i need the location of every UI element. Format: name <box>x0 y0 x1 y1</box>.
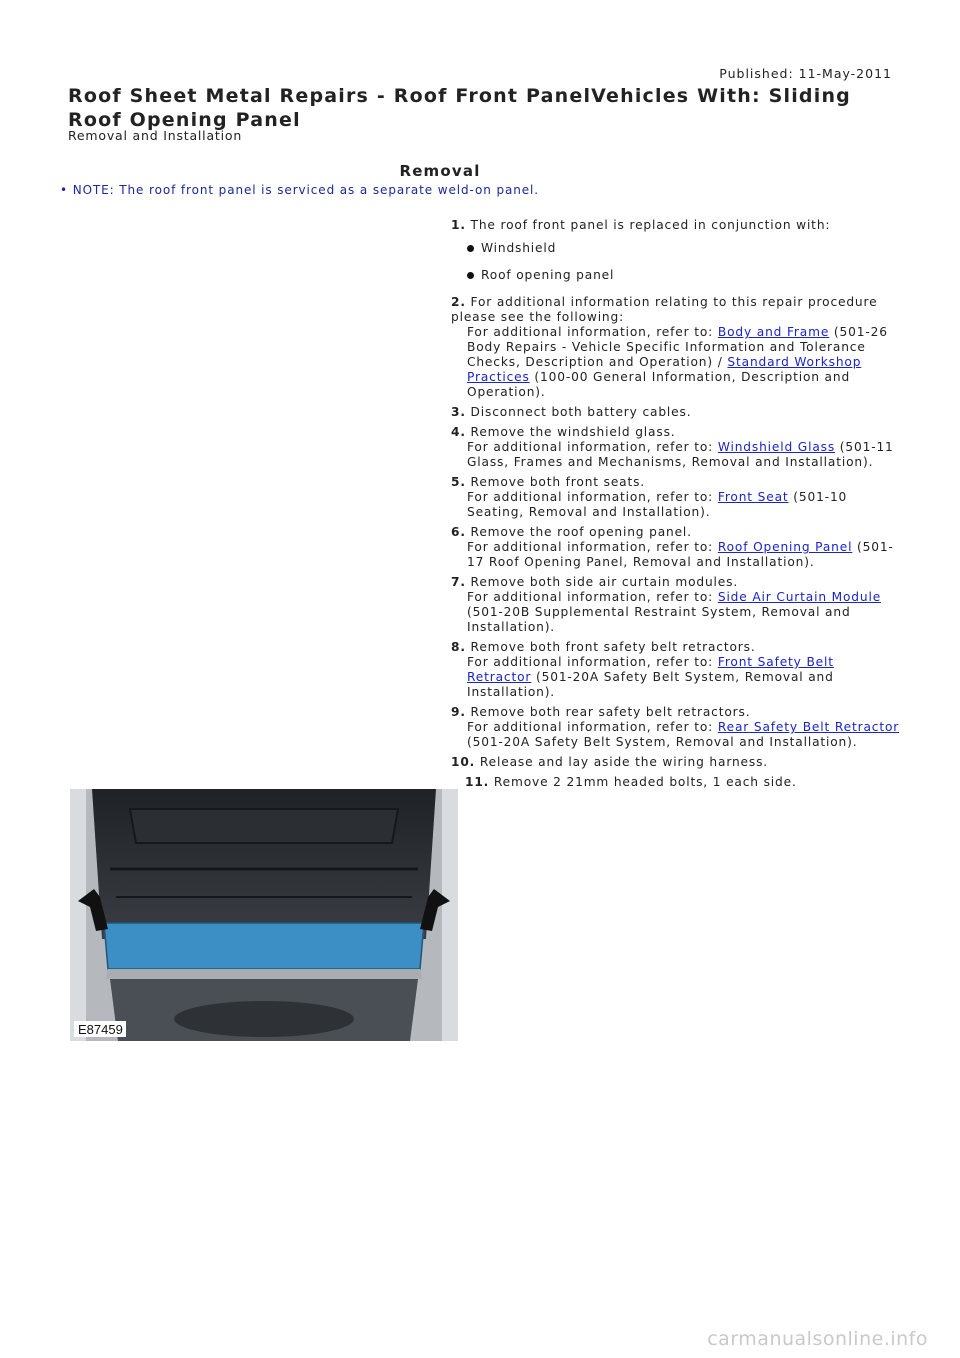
step-text: Disconnect both battery cables. <box>470 405 692 419</box>
step-number: 10. <box>451 755 476 769</box>
step-text: Remove both front safety belt retractors. <box>470 640 756 654</box>
ref-label: For additional information, refer to: <box>467 540 714 554</box>
step-number: 3. <box>451 405 466 419</box>
roof-opening-panel-link[interactable]: Roof Opening Panel <box>717 540 853 554</box>
step-text: Remove the windshield glass. <box>470 425 676 439</box>
roof-opening <box>130 809 398 843</box>
published-date: Published: 11-May-2011 <box>719 66 892 81</box>
step-text: Remove 2 21mm headed bolts, 1 each side. <box>493 775 797 789</box>
step-8 <box>451 640 901 700</box>
rear-safety-belt-retractor-link[interactable]: Rear Safety Belt Retractor <box>717 720 900 734</box>
step-number: 5. <box>451 475 466 489</box>
watermark: carmanualsonline.info <box>707 1328 928 1350</box>
body-and-frame-link[interactable]: Body and Frame <box>717 325 830 339</box>
ref-detail: (501-20B Supplemental Restraint System, Removal and Installation). <box>467 605 851 634</box>
step-number: 6. <box>451 525 466 539</box>
step-6 <box>451 525 901 570</box>
step-5 <box>451 475 901 520</box>
list-item: Roof opening panel <box>481 268 901 283</box>
left-pillar <box>70 789 86 1041</box>
ref-label: For additional information, refer to: <box>467 440 714 454</box>
step-text: Remove both front seats. <box>470 475 646 489</box>
front-seat-link[interactable]: Front Seat <box>717 490 789 504</box>
ref-detail: (501-17 Roof Opening Panel, Removal and Installation). <box>467 540 894 569</box>
ref-label: For additional information, refer to: <box>467 590 714 604</box>
panel-flange <box>106 969 422 979</box>
step-9 <box>451 705 901 750</box>
step-reference <box>451 490 901 520</box>
page-title: Roof Sheet Metal Repairs - Roof Front PanelVehicles With: Sliding Roof Opening Panel <box>68 85 851 131</box>
standard-workshop-practices-link[interactable]: Standard Workshop Practices <box>467 355 862 384</box>
procedure-steps <box>451 218 901 795</box>
page-subtitle: Removal and Installation <box>68 128 243 143</box>
step-text: Remove both rear safety belt retractors. <box>470 705 751 719</box>
step-10 <box>451 755 901 770</box>
front-safety-belt-retractor-link[interactable]: Front Safety Belt Retractor <box>467 655 834 684</box>
step-text: The roof front panel is replaced in conjunction with: <box>470 218 831 232</box>
bullet-list <box>481 241 901 283</box>
roof-illustration-svg <box>70 789 458 1041</box>
step-11 <box>451 775 901 790</box>
step-number: 11. <box>465 775 490 789</box>
step-2 <box>451 295 901 400</box>
step-number: 7. <box>451 575 466 589</box>
step-reference <box>451 540 901 570</box>
step-text: Remove both side air curtain modules. <box>470 575 739 589</box>
ref-label: For additional information, refer to: <box>467 655 714 669</box>
step-3 <box>451 405 901 420</box>
step-reference <box>451 325 901 400</box>
roof-front-panel-illustration <box>70 789 458 1041</box>
ref-detail: (501-20A Safety Belt System, Removal and Installation). <box>467 735 858 749</box>
step-number: 8. <box>451 640 466 654</box>
ref-detail: (100-00 General Information, Description and Operation). <box>467 370 851 399</box>
step-1 <box>451 218 901 283</box>
step-reference <box>451 655 901 700</box>
side-air-curtain-module-link[interactable]: Side Air Curtain Module <box>717 590 882 604</box>
step-text: For additional information relating to this repair procedure please see the following: <box>451 295 878 324</box>
step-number: 1. <box>451 218 466 232</box>
step-text: Remove the roof opening panel. <box>470 525 692 539</box>
ref-detail: (501-11 Glass, Frames and Mechanisms, Removal and Installation). <box>467 440 894 469</box>
step-reference <box>451 720 901 750</box>
figure-label: E87459 <box>78 1022 123 1037</box>
list-item: Windshield <box>481 241 901 256</box>
step-reference <box>451 440 901 470</box>
step-number: 4. <box>451 425 466 439</box>
right-pillar <box>442 789 458 1041</box>
ref-label: For additional information, refer to: <box>467 720 714 734</box>
windshield-glass-link[interactable]: Windshield Glass <box>717 440 836 454</box>
section-title: Removal <box>399 162 481 180</box>
windshield-opening <box>174 1001 354 1037</box>
step-7 <box>451 575 901 635</box>
ref-detail: (501-26 Body Repairs - Vehicle Specific Information and Tolerance Checks, Description and Operation) / <box>467 325 888 369</box>
ref-detail: (501-10 Seating, Removal and Installation). <box>467 490 848 519</box>
step-text: Release and lay aside the wiring harness. <box>479 755 769 769</box>
ref-detail: (501-20A Safety Belt System, Removal and Installation). <box>467 670 834 699</box>
ref-label: For additional information, refer to: <box>467 325 714 339</box>
note: • NOTE: The roof front panel is serviced as a separate weld-on panel. <box>60 183 539 197</box>
step-number: 9. <box>451 705 466 719</box>
step-reference <box>451 590 901 635</box>
ref-label: For additional information, refer to: <box>467 490 714 504</box>
roof-front-panel <box>104 923 424 969</box>
step-4 <box>451 425 901 470</box>
step-number: 2. <box>451 295 466 309</box>
